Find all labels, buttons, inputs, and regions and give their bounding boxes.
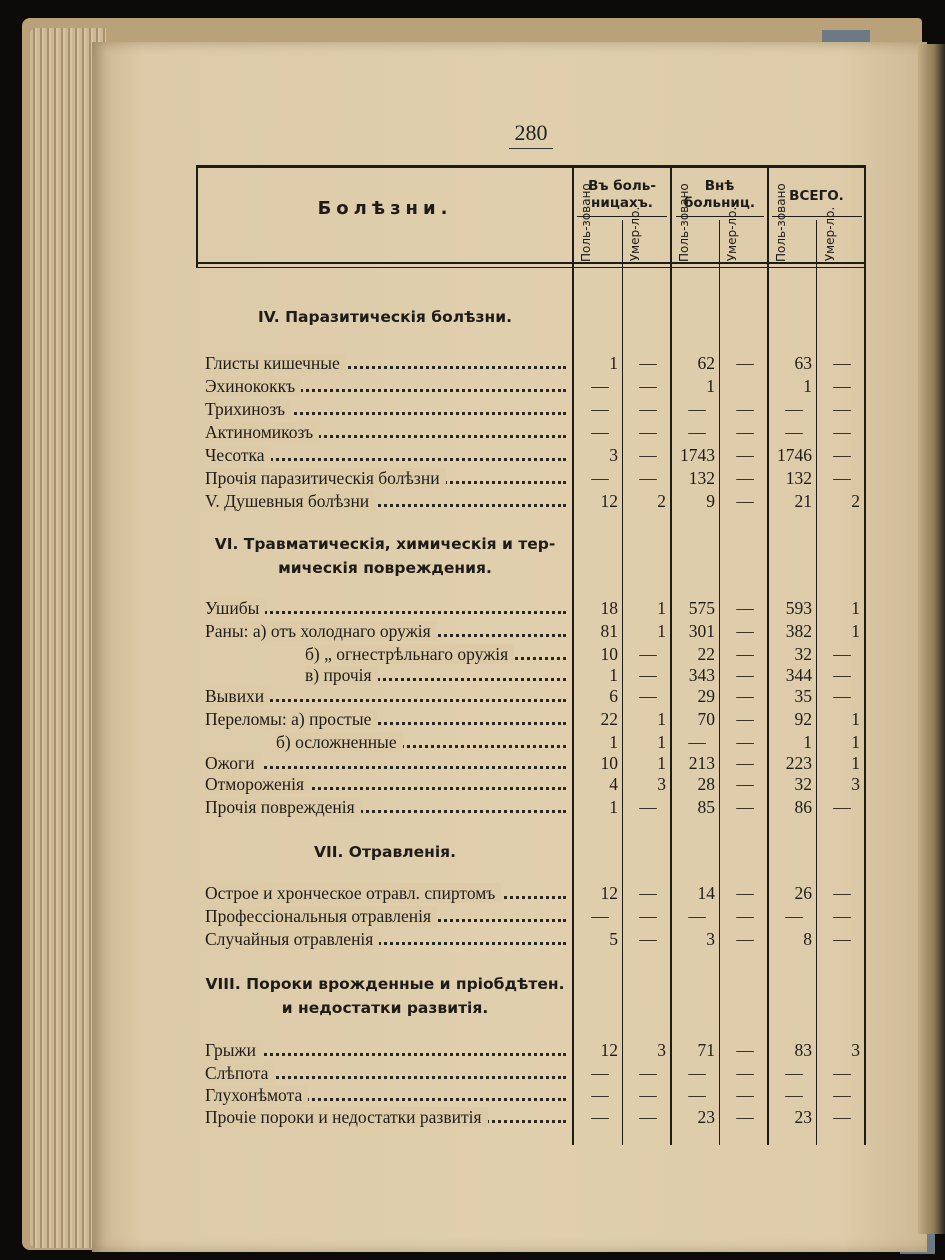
table-cell: 5 [609, 929, 618, 949]
table-cell: 1 [851, 753, 860, 773]
table-cell: — [736, 422, 754, 442]
row-label [305, 664, 570, 686]
col-rule-7 [864, 165, 866, 1145]
table-cell: — [785, 1085, 803, 1105]
table-cell: 1 [851, 598, 860, 618]
row-label-text: Профессіональныя отравленія [205, 906, 437, 926]
group-header-line: ницахъ. [591, 195, 653, 211]
row-label-text: Эхинококкъ [205, 376, 301, 396]
table-cell: — [639, 665, 657, 685]
row-label [205, 773, 570, 795]
table-cell: — [591, 468, 609, 488]
table-cell: 3 [851, 774, 860, 794]
table-cell: — [591, 1107, 609, 1127]
table-cell [719, 375, 763, 397]
table-cell: 1 [657, 709, 666, 729]
table-cell: — [639, 1107, 657, 1127]
table-cell: 9 [706, 491, 715, 511]
table-cell: 223 [785, 753, 812, 773]
table-cell: — [639, 797, 657, 817]
table-cell: 23 [697, 1107, 715, 1127]
row-label-text: Переломы: а) простые [205, 709, 377, 729]
table-cell: 593 [785, 598, 812, 618]
table-cell: — [639, 906, 657, 926]
table-cell: — [833, 422, 851, 442]
row-label-text: Ушибы [205, 598, 265, 618]
table-cell: 1 [803, 376, 812, 396]
table-cell: — [639, 1085, 657, 1105]
column-header-diseases: Болѣзни. [317, 198, 453, 219]
table-cell: — [833, 644, 851, 664]
table-cell: 6 [609, 686, 618, 706]
table-cell: — [833, 376, 851, 396]
table-cell: — [736, 665, 754, 685]
table-cell: 26 [794, 883, 812, 903]
page-number: 280 [514, 120, 548, 145]
table-cell: — [688, 906, 706, 926]
table-cell: 1 [657, 598, 666, 618]
table-cell: 28 [697, 774, 715, 794]
row-label-text: Прочіе пороки и недостатки развитія [205, 1107, 488, 1127]
table-cell: — [785, 906, 803, 926]
table-cell: 3 [657, 1040, 666, 1060]
table-cell: 1 [706, 376, 715, 396]
table-cell: 1 [851, 709, 860, 729]
table-cell: 2 [851, 491, 860, 511]
table-cell: — [736, 491, 754, 511]
table-cell: — [736, 883, 754, 903]
table-cell: 22 [697, 644, 715, 664]
group-header-line: Въ боль- [588, 178, 656, 194]
table-cell: — [639, 929, 657, 949]
table-cell: — [736, 621, 754, 641]
table-cell: 21 [794, 491, 812, 511]
table-cell: 3 [657, 774, 666, 794]
table-cell: 70 [697, 709, 715, 729]
table-cell: 32 [794, 644, 812, 664]
row-label [205, 352, 570, 374]
table-cell: — [736, 732, 754, 752]
table-cell: — [591, 399, 609, 419]
row-label [205, 1084, 570, 1106]
table-cell: — [736, 686, 754, 706]
table-cell: 1 [609, 665, 618, 685]
table-cell: 344 [785, 665, 812, 685]
table-cell: — [736, 1107, 754, 1127]
table-cell: 575 [688, 598, 715, 618]
group-header-line: ВСЕГО. [789, 188, 844, 204]
section-heading-line: мическія повреждения. [278, 559, 492, 577]
table-cell: — [639, 644, 657, 664]
col-rule-6 [816, 220, 817, 1145]
table-cell: 10 [600, 753, 618, 773]
table-cell: 382 [785, 621, 812, 641]
table-cell: — [639, 399, 657, 419]
row-label-text: Раны: а) отъ холоднаго оружія [205, 621, 437, 641]
table-cell: — [833, 1107, 851, 1127]
row-label [205, 375, 570, 397]
table-cell: — [591, 422, 609, 442]
table-top-rule [196, 165, 866, 168]
table-cell: — [639, 686, 657, 706]
table-cell: — [736, 1085, 754, 1105]
row-label [205, 444, 570, 466]
table-cell: — [736, 774, 754, 794]
table-cell: — [785, 422, 803, 442]
table-cell: 3 [706, 929, 715, 949]
table-cell: 1 [851, 621, 860, 641]
table-cell: — [833, 353, 851, 373]
table-cell: 86 [794, 797, 812, 817]
row-label [205, 1062, 570, 1084]
row-label [205, 490, 570, 512]
row-label-text: Актиномикозъ [205, 422, 319, 442]
row-label [205, 467, 570, 489]
subheader-died: Умер-ло. [628, 206, 642, 262]
header-bottom-rule-2 [196, 267, 866, 268]
table-cell: 12 [600, 883, 618, 903]
row-label-text: Прочія поврежденія [205, 797, 361, 817]
table-cell: — [833, 665, 851, 685]
table-cell: 81 [600, 621, 618, 641]
table-cell: — [639, 376, 657, 396]
table-cell: — [833, 399, 851, 419]
section-heading-iv: IV. Паразитическія болѣзни. [258, 308, 512, 326]
row-label-text: Случайныя отравленія [205, 929, 379, 949]
table-cell: 10 [600, 644, 618, 664]
table-cell: 343 [688, 665, 715, 685]
col-rule-2 [622, 220, 623, 1145]
table-cell: — [591, 1063, 609, 1083]
table-cell: — [688, 1063, 706, 1083]
row-label-text: V. Душевныя болѣзни [205, 491, 375, 511]
table-cell: 29 [697, 686, 715, 706]
table-cell: 22 [600, 709, 618, 729]
table-cell: 132 [688, 468, 715, 488]
table-cell: 12 [600, 491, 618, 511]
row-label-text: Трихинозъ [205, 399, 291, 419]
table-cell: 1743 [680, 445, 715, 465]
table-cell: — [736, 753, 754, 773]
table-cell: 1 [657, 621, 666, 641]
row-label-text: Чесотка [205, 445, 271, 465]
page-right-edge [918, 44, 945, 1234]
table-cell: 1 [657, 753, 666, 773]
table-cell: — [688, 1085, 706, 1105]
row-label-text: Грыжи [205, 1040, 262, 1060]
table-cell: 32 [794, 774, 812, 794]
table-cell: 301 [688, 621, 715, 641]
table-cell: 3 [609, 445, 618, 465]
table-cell: — [736, 353, 754, 373]
row-label-text: б) „ огнестрѣльнаго оружія [305, 644, 514, 664]
table-cell: — [591, 376, 609, 396]
table-cell: 83 [794, 1040, 812, 1060]
table-cell: — [736, 644, 754, 664]
subheader-died: Умер-ло. [823, 206, 837, 262]
row-label-text: Острое и хронческое отравл. спиртомъ [205, 883, 501, 903]
section-heading-line: VI. Травматическія, химическія и тер- [214, 535, 556, 553]
table-cell: — [833, 906, 851, 926]
table-cell: — [736, 445, 754, 465]
row-label-text: Слѣпота [205, 1063, 274, 1083]
section-heading-viii [200, 972, 570, 1020]
row-label-text: б) осложненные [276, 732, 403, 752]
row-label-text: Вывихи [205, 686, 270, 706]
row-label-text: Глисты кишечные [205, 353, 346, 373]
table-cell: — [736, 468, 754, 488]
table-cell: — [736, 929, 754, 949]
table-cell: 35 [794, 686, 812, 706]
table-cell: — [591, 906, 609, 926]
table-cell: 14 [697, 883, 715, 903]
page-number-underline [509, 148, 553, 149]
table-cell: 3 [851, 1040, 860, 1060]
table-cell: 71 [697, 1040, 715, 1060]
subheader-died: Умер-ло. [725, 206, 739, 262]
table-cell: — [736, 399, 754, 419]
row-label [205, 1106, 570, 1128]
row-label [276, 731, 570, 753]
table-cell: — [688, 399, 706, 419]
table-cell: 12 [600, 1040, 618, 1060]
row-label-text: в) прочія [305, 665, 378, 685]
table-cell: — [736, 598, 754, 618]
table-cell: 85 [697, 797, 715, 817]
section-heading-line: VIII. Пороки врожденные и пріобдѣтен. [205, 975, 565, 993]
row-label [205, 905, 570, 927]
row-label [205, 1039, 570, 1061]
subheader-treated: Поль-зовано [774, 183, 788, 262]
table-cell: — [785, 1063, 803, 1083]
subheader-treated: Поль-зовано [579, 183, 593, 262]
table-cell: — [639, 422, 657, 442]
table-cell: 4 [609, 774, 618, 794]
table-cell: — [639, 468, 657, 488]
row-label [205, 620, 570, 642]
table-cell: 1 [609, 797, 618, 817]
header-bottom-rule [196, 262, 866, 264]
row-label [205, 796, 570, 818]
table-cell: — [736, 1040, 754, 1060]
table-cell: 1 [657, 732, 666, 752]
row-label [205, 685, 570, 707]
col-rule-4 [719, 220, 720, 1145]
table-left-rule [196, 165, 198, 267]
table-cell: 8 [803, 929, 812, 949]
table-cell: 92 [794, 709, 812, 729]
table-cell: — [736, 797, 754, 817]
table-cell: — [833, 883, 851, 903]
table-cell: 1746 [777, 445, 812, 465]
table-cell: — [833, 929, 851, 949]
table-cell: — [639, 883, 657, 903]
table-cell: — [639, 1063, 657, 1083]
row-label [205, 597, 570, 619]
group-header-line: больниц. [683, 195, 756, 211]
section-heading-vii: VII. Отравленія. [313, 843, 457, 861]
table-cell: 2 [657, 491, 666, 511]
table-cell: 1 [609, 353, 618, 373]
table-cell: — [639, 445, 657, 465]
table-cell: — [736, 709, 754, 729]
section-heading-vi [200, 532, 570, 580]
row-label [205, 928, 570, 950]
table-cell: — [833, 686, 851, 706]
subheader-treated: Поль-зовано [677, 183, 691, 262]
table-cell: 1 [803, 732, 812, 752]
table-cell: 1 [851, 732, 860, 752]
row-label-text: Отмороженія [205, 774, 310, 794]
row-label-text: Глухонѣмота [205, 1085, 308, 1105]
table-cell: 132 [785, 468, 812, 488]
table-cell: — [688, 422, 706, 442]
row-label [205, 708, 570, 730]
table-cell: — [833, 1085, 851, 1105]
table-cell: — [833, 445, 851, 465]
table-cell: — [688, 732, 706, 752]
row-label-text: Прочія паразитическія болѣзни [205, 468, 446, 488]
table-cell: — [591, 1085, 609, 1105]
section-heading-line: и недостатки развитія. [281, 999, 489, 1017]
table-cell: 62 [697, 353, 715, 373]
row-label [205, 882, 570, 904]
group-header-line: Внѣ [704, 178, 735, 194]
table-cell: — [785, 399, 803, 419]
row-label [205, 398, 570, 420]
table-cell: — [639, 353, 657, 373]
table-cell: — [736, 1063, 754, 1083]
table-cell: 18 [600, 598, 618, 618]
table-cell: 1 [609, 732, 618, 752]
table-cell: — [736, 906, 754, 926]
row-label [205, 752, 570, 774]
table-cell: — [833, 468, 851, 488]
row-label-text: Ожоги [205, 753, 261, 773]
table-cell: 213 [688, 753, 715, 773]
table-cell: 23 [794, 1107, 812, 1127]
table-cell: — [833, 1063, 851, 1083]
row-label [305, 643, 570, 665]
table-cell: — [833, 797, 851, 817]
table-cell: 63 [794, 353, 812, 373]
row-label [205, 421, 570, 443]
